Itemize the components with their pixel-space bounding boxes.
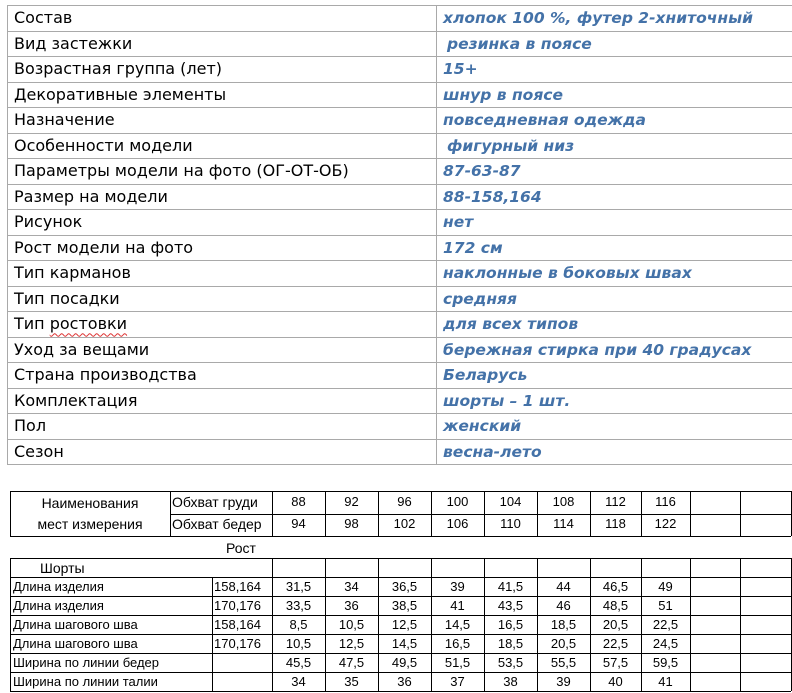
measurement-value: 49 bbox=[658, 579, 673, 594]
measurement-name: Длина изделия bbox=[13, 579, 104, 594]
measurement-value: 14,5 bbox=[391, 636, 418, 651]
grid-line bbox=[170, 491, 171, 536]
measurement-value: 55,5 bbox=[550, 655, 577, 670]
spellcheck-underline: ростовки bbox=[49, 314, 128, 334]
grid-line bbox=[740, 558, 741, 691]
grid-line bbox=[10, 536, 791, 537]
measurement-value: 35 bbox=[344, 674, 359, 689]
property-label: Назначение bbox=[8, 108, 437, 134]
hips-size: 102 bbox=[393, 516, 416, 531]
height-label: Рост bbox=[226, 540, 256, 556]
property-label: Страна производства bbox=[8, 363, 437, 389]
property-value: женский bbox=[437, 414, 792, 440]
property-value: 87-63-87 bbox=[437, 159, 792, 185]
measurement-value: 41 bbox=[658, 674, 673, 689]
chest-size: 96 bbox=[397, 494, 412, 509]
measurement-value: 18,5 bbox=[550, 617, 577, 632]
measurement-value: 36 bbox=[397, 674, 412, 689]
property-label: Рост модели на фото bbox=[8, 235, 437, 261]
chest-size: 88 bbox=[291, 494, 306, 509]
measurement-value: 44 bbox=[556, 579, 571, 594]
hips-size: 114 bbox=[553, 516, 574, 531]
measurement-value: 12,5 bbox=[338, 636, 365, 651]
property-label: Рисунок bbox=[8, 210, 437, 236]
measurement-value: 59,5 bbox=[652, 655, 679, 670]
property-label: Размер на модели bbox=[8, 184, 437, 210]
property-value: бережная стирка при 40 градусах bbox=[437, 337, 792, 363]
measurement-value: 45,5 bbox=[285, 655, 312, 670]
measurement-value: 24,5 bbox=[652, 636, 679, 651]
grid-line bbox=[10, 615, 791, 616]
measurement-value: 14,5 bbox=[444, 617, 471, 632]
grid-line bbox=[10, 691, 791, 692]
grid-line bbox=[10, 653, 791, 654]
property-value: для всех типов bbox=[437, 312, 792, 338]
property-value: шорты – 1 шт. bbox=[437, 388, 792, 414]
grid-line bbox=[10, 491, 791, 492]
grid-line bbox=[10, 634, 791, 635]
measurement-value: 51,5 bbox=[444, 655, 471, 670]
grid-line bbox=[170, 514, 791, 515]
measurement-value: 38,5 bbox=[391, 598, 418, 613]
property-label: Пол bbox=[8, 414, 437, 440]
measurement-value: 46 bbox=[556, 598, 571, 613]
property-label: Комплектация bbox=[8, 388, 437, 414]
measurement-value: 46,5 bbox=[602, 579, 629, 594]
property-value: 88-158,164 bbox=[437, 184, 792, 210]
hips-size: 118 bbox=[605, 516, 626, 531]
property-label: Тип карманов bbox=[8, 261, 437, 287]
product-label: Шорты bbox=[40, 560, 85, 576]
measurement-value: 57,5 bbox=[602, 655, 629, 670]
height-value: 158,164 bbox=[214, 617, 261, 632]
property-label: Тип посадки bbox=[8, 286, 437, 312]
header-title: Наименования bbox=[41, 495, 139, 511]
measurement-value: 53,5 bbox=[497, 655, 524, 670]
chest-size: 92 bbox=[344, 494, 359, 509]
hips-size: 122 bbox=[654, 516, 677, 531]
grid-line bbox=[690, 491, 691, 536]
measurement-value: 20,5 bbox=[602, 617, 629, 632]
chest-size: 104 bbox=[499, 494, 522, 509]
chest-label: Обхват груди bbox=[172, 494, 258, 510]
property-label: Особенности модели bbox=[8, 133, 437, 159]
measurement-value: 39 bbox=[556, 674, 571, 689]
measurement-value: 10,5 bbox=[338, 617, 365, 632]
grid-line bbox=[10, 672, 791, 673]
grid-line bbox=[212, 577, 213, 691]
measurement-value: 41,5 bbox=[497, 579, 524, 594]
property-value: хлопок 100 %, футер 2-хниточный bbox=[437, 6, 792, 32]
property-value: весна-лето bbox=[437, 439, 792, 465]
measurement-value: 43,5 bbox=[497, 598, 524, 613]
measurement-value: 22,5 bbox=[652, 617, 679, 632]
property-value: шнур в поясе bbox=[437, 82, 792, 108]
property-value: 15+ bbox=[437, 57, 792, 83]
grid-line bbox=[740, 491, 741, 536]
property-value: фигурный низ bbox=[437, 133, 792, 159]
property-value: резинка в поясе bbox=[437, 31, 792, 57]
measurement-value: 34 bbox=[344, 579, 359, 594]
hips-size: 98 bbox=[344, 516, 359, 531]
property-label: Параметры модели на фото (ОГ-ОТ-ОБ) bbox=[8, 159, 437, 185]
hips-size: 110 bbox=[500, 516, 521, 531]
measurement-value: 38 bbox=[503, 674, 518, 689]
measurement-value: 36 bbox=[344, 598, 359, 613]
hips-size: 94 bbox=[291, 516, 306, 531]
height-value: 170,176 bbox=[214, 598, 261, 613]
property-value: 172 см bbox=[437, 235, 792, 261]
hips-label: Обхват бедер bbox=[172, 516, 262, 532]
measurement-value: 18,5 bbox=[497, 636, 524, 651]
property-label: Состав bbox=[8, 6, 437, 32]
measurement-value: 51 bbox=[658, 598, 673, 613]
chest-size: 112 bbox=[605, 494, 626, 509]
measurement-value: 16,5 bbox=[444, 636, 471, 651]
hips-size: 106 bbox=[446, 516, 469, 531]
measurement-value: 41 bbox=[450, 598, 465, 613]
property-value: Беларусь bbox=[437, 363, 792, 389]
property-value: нет bbox=[437, 210, 792, 236]
grid-line bbox=[690, 558, 691, 691]
measurement-value: 33,5 bbox=[285, 598, 312, 613]
header-title: мест измерения bbox=[37, 516, 143, 532]
property-label: Возрастная группа (лет) bbox=[8, 57, 437, 83]
measurement-value: 34 bbox=[291, 674, 306, 689]
measurement-name: Длина шагового шва bbox=[13, 617, 138, 632]
property-label: Вид застежки bbox=[8, 31, 437, 57]
chest-size: 108 bbox=[552, 494, 575, 509]
measurement-value: 39 bbox=[450, 579, 465, 594]
measurement-value: 16,5 bbox=[497, 617, 524, 632]
grid-line bbox=[10, 596, 791, 597]
height-value: 170,176 bbox=[214, 636, 261, 651]
chest-size: 100 bbox=[446, 494, 469, 509]
property-value: повседневная одежда bbox=[437, 108, 792, 134]
measurement-value: 10,5 bbox=[285, 636, 312, 651]
property-label: Уход за вещами bbox=[8, 337, 437, 363]
measurement-value: 47,5 bbox=[338, 655, 365, 670]
measurement-value: 31,5 bbox=[285, 579, 312, 594]
property-label: Декоративные элементы bbox=[8, 82, 437, 108]
property-label: Тип ростовки bbox=[8, 312, 437, 338]
grid-line bbox=[10, 558, 11, 691]
property-value: наклонные в боковых швах bbox=[437, 261, 792, 287]
height-value: 158,164 bbox=[214, 579, 261, 594]
measurement-value: 40 bbox=[608, 674, 623, 689]
measurement-value: 20,5 bbox=[550, 636, 577, 651]
measurement-name: Ширина по линии бедер bbox=[13, 655, 160, 670]
measurement-name: Длина шагового шва bbox=[13, 636, 138, 651]
measurement-value: 48,5 bbox=[602, 598, 629, 613]
measurement-name: Длина изделия bbox=[13, 598, 104, 613]
measurement-value: 22,5 bbox=[602, 636, 629, 651]
measurement-name: Ширина по линии талии bbox=[13, 674, 158, 689]
grid-line bbox=[10, 577, 791, 578]
chest-size: 116 bbox=[655, 494, 676, 509]
grid-line bbox=[10, 558, 791, 559]
measurement-value: 49,5 bbox=[391, 655, 418, 670]
property-value: средняя bbox=[437, 286, 792, 312]
measurement-value: 8,5 bbox=[289, 617, 308, 632]
measurement-value: 37 bbox=[450, 674, 465, 689]
measurement-value: 36,5 bbox=[391, 579, 418, 594]
property-label: Сезон bbox=[8, 439, 437, 465]
measurement-value: 12,5 bbox=[391, 617, 418, 632]
